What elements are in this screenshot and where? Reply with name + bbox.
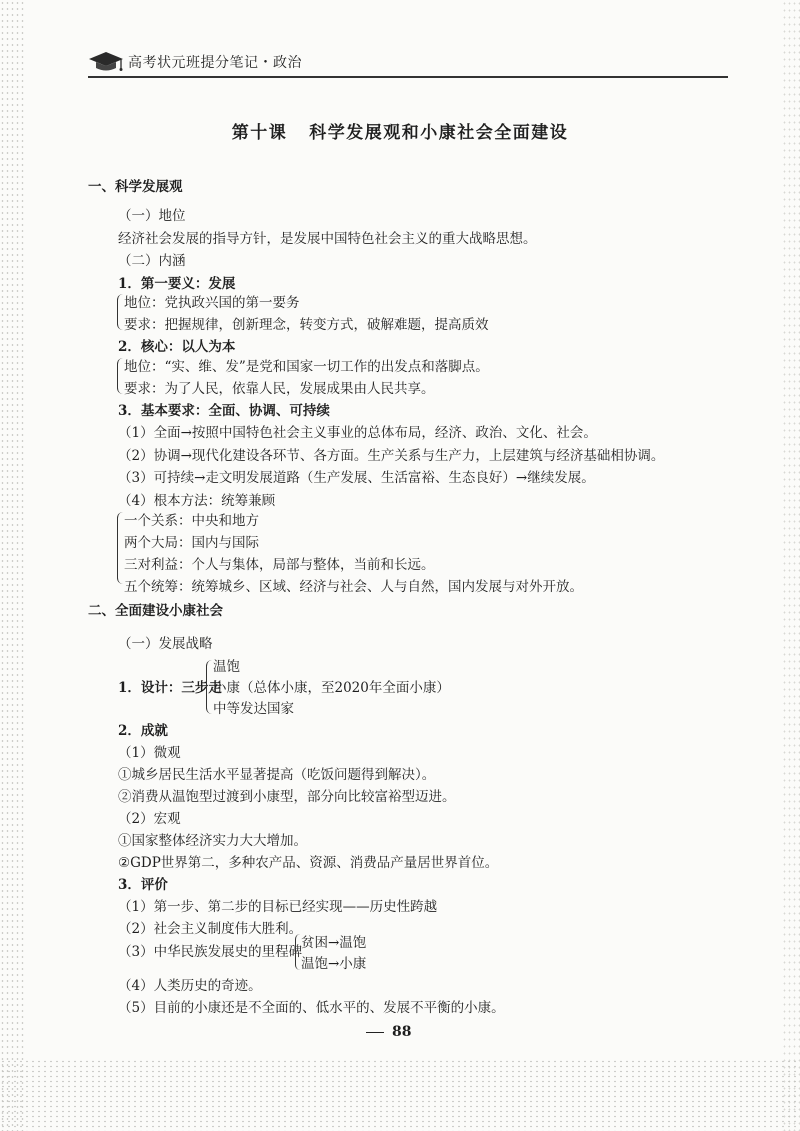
lesson-number: 第十课: [231, 123, 288, 143]
point-3-heading: 3．基本要求：全面、协调、可持续: [118, 403, 330, 419]
evaluation-item: （4）人类历史的奇迹。: [118, 978, 262, 994]
point-1-item: 地位：党执政兴国的第一要务: [124, 295, 300, 311]
milestone-item: 贫困→温饱: [301, 935, 367, 951]
method-item: 五个统筹：统筹城乡、区域、经济与社会、人与自然，国内发展与对外开放。: [124, 579, 583, 595]
method-item: 一个关系：中央和地方: [124, 513, 259, 529]
micro-item: ②消费从温饱型过渡到小康型，部分向比较富裕型迈进。: [118, 789, 456, 805]
requirement-item: （1）全面→按照中国特色社会主义事业的总体布局，经济、政治、文化、社会。: [118, 425, 597, 441]
scan-speckle-right: [782, 0, 800, 1131]
design-stage: 中等发达国家: [213, 701, 294, 717]
evaluation-heading: 3．评价: [118, 877, 168, 893]
method-item: 三对利益：个人与集体，局部与整体，当前和长远。: [124, 557, 435, 573]
point-2-item: 地位：“实、维、发”是党和国家一切工作的出发点和落脚点。: [124, 359, 489, 375]
point-4-heading: （4）根本方法：统筹兼顾: [118, 493, 276, 509]
position-text: 经济社会发展的指导方针，是发展中国特色社会主义的重大战略思想。: [118, 231, 537, 247]
point-1-heading: 1．第一要义：发展: [118, 276, 236, 292]
lesson-title: [0, 118, 800, 143]
scan-speckle-left: [0, 0, 26, 1131]
evaluation-item: （5）目前的小康还是不全面的、低水平的、发展不平衡的小康。: [118, 1000, 505, 1016]
requirement-item: （3）可持续→走文明发展道路（生产发展、生活富裕、生态良好）→继续发展。: [118, 470, 595, 486]
strategy-heading: （一）发展战略: [118, 636, 213, 652]
micro-heading: （1）微观: [118, 745, 181, 761]
section-heading-2: 二、全面建设小康社会: [88, 603, 223, 619]
milestone-item: 温饱→小康: [301, 956, 367, 972]
point-2-heading: 2．核心：以人为本: [118, 339, 236, 355]
page-number: 88: [366, 1024, 411, 1040]
scan-speckle-bottom: [0, 1059, 800, 1131]
header-rule: [88, 76, 728, 78]
point-1-item: 要求：把握规律，创新理念，转变方式，破解难题，提高质效: [124, 317, 489, 333]
lesson-name: 科学发展观和小康社会全面建设: [309, 123, 569, 143]
graduation-cap-icon: [88, 50, 124, 72]
achievement-heading: 2．成就: [118, 723, 168, 739]
design-stage: 温饱: [213, 659, 240, 675]
evaluation-item: （1）第一步、第二步的目标已经实现——历史性跨越: [118, 899, 438, 915]
macro-item: ①国家整体经济实力大大增加。: [118, 833, 307, 849]
running-header: [88, 50, 302, 72]
micro-item: ①城乡居民生活水平显著提高（吃饭问题得到解决）。: [118, 767, 436, 783]
section-heading-1: 一、科学发展观: [88, 179, 183, 195]
design-label: 1．设计：三步走: [118, 680, 222, 696]
point-2-item: 要求：为了人民，依靠人民，发展成果由人民共享。: [124, 381, 435, 397]
design-stage: 小康（总体小康，至2020年全面小康）: [213, 680, 450, 696]
requirement-item: （2）协调→现代化建设各环节、各方面。生产关系与生产力，上层建筑与经济基础相协调。: [118, 448, 665, 464]
evaluation-item: （2）社会主义制度伟大胜利。: [118, 921, 303, 937]
method-item: 两个大局：国内与国际: [124, 535, 259, 551]
position-heading: （一）地位: [118, 208, 186, 224]
macro-heading: （2）宏观: [118, 811, 181, 827]
macro-item: ②GDP世界第二，多种农产品、资源、消费品产量居世界首位。: [118, 855, 499, 871]
page-number-dash: [366, 1032, 384, 1033]
content-heading: （二）内涵: [118, 253, 186, 269]
evaluation-item: （3）中华民族发展史的里程碑: [118, 944, 303, 960]
header-title: 高考状元班提分笔记・政治: [128, 55, 302, 71]
